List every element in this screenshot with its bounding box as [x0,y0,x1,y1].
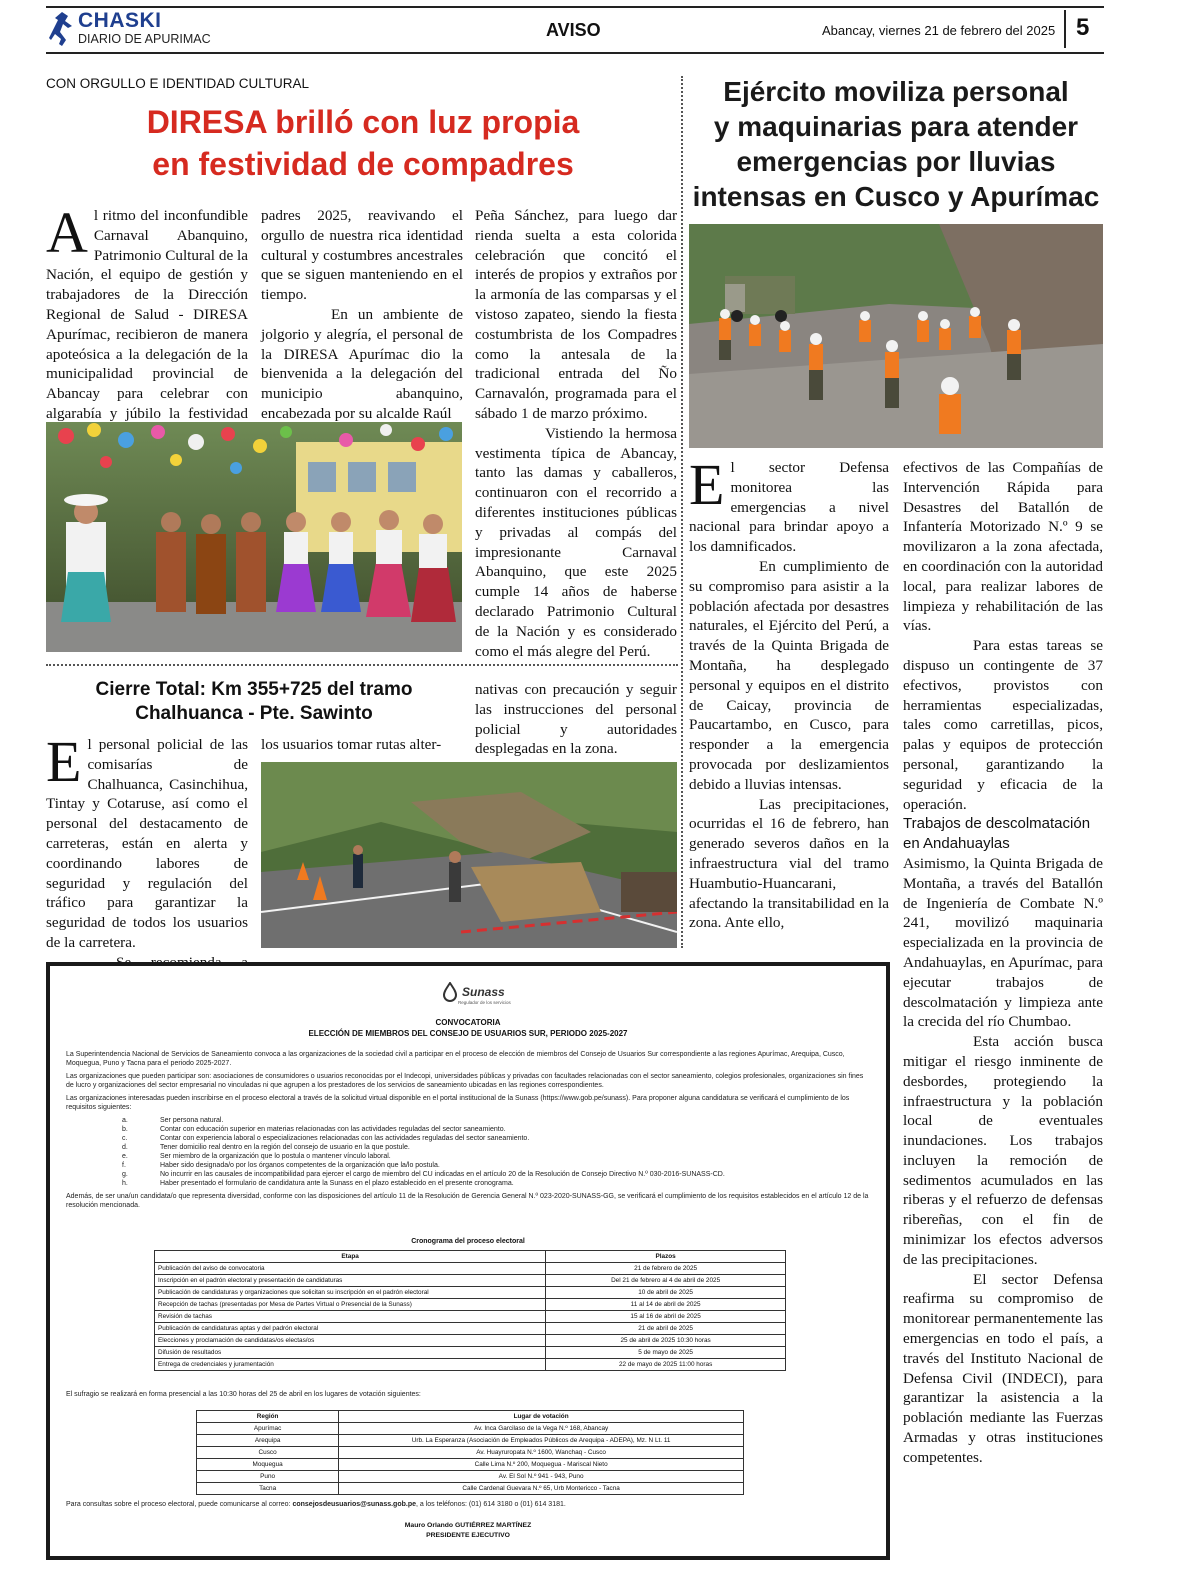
drop-cap: A [46,200,88,265]
places-head-region: Región [197,1411,339,1423]
table-row [155,1287,786,1299]
notice-title: ELECCIÓN DE MIEMBROS DEL CONSEJO DE USUARIOS SUR, PERIODO 2025-2027 [308,1029,628,1038]
article1-title [46,101,680,185]
places-table [196,1410,744,1495]
requirement-text: Haber sido designada/o por los órganos competentes de la organización que la/lo postula. [160,1162,440,1169]
article1-col3-p1: Peña Sánchez, para luego dar rienda suelta a esta colorida celebración que concitó el interés de propios y extraños por la armonía de las comparsas y el vistoso zapateo, siendo la fiesta costumbrista de los Compadres como la antesala de la tradicional entrada del Ño Carnavalón, programada para el sábado 1 de marzo próximo. [475,207,677,422]
requirement-letter: c. [122,1135,128,1142]
article3-title-line4: intensas en Cusco y Apurímac [692,181,1100,212]
schedule-date: 21 de abril de 2025 [546,1323,786,1335]
brand-name: CHASKI [78,9,162,32]
place-region: Arequipa [197,1435,339,1447]
army-photo [689,224,1103,448]
place-address: Calle Lima N.º 200, Moquegua - Mariscal Nieto [339,1459,744,1471]
requirement-item [66,1152,872,1161]
requirement-letter: d. [122,1144,128,1151]
schedule-date: 5 de mayo de 2025 [546,1347,786,1359]
article1-title-line2: en festividad de compadres [152,146,574,182]
requirement-letter: a. [122,1117,128,1124]
requirement-text: Contar con educación superior en materias relacionadas con las actividades reguladas del sector saneamiento. [160,1126,506,1133]
article3-title [689,74,1103,214]
requirement-text: Ser persona natural. [160,1117,224,1124]
place-address: Urb. La Esperanza (Asociación de Empleados Públicos de Arequipa - ADEPA), Mz. N Lt. 11 [339,1435,744,1447]
schedule-date: 21 de febrero de 2025 [546,1263,786,1275]
section-separator [46,664,678,666]
requirement-item [66,1134,872,1143]
article3-colA-p3: Las precipitaciones, ocurridas el 16 de febrero, han generado severos daños en la infraestructura vial del tramo Huambutio-Huancarani, afectando la transitabilidad en la zona. Ante ello, [689,795,889,932]
article1-col3-p2: Vistiendo la hermosa vestimenta típica de Abancay, tanto las damas y caballeros, continuaron con el recorrido a diferentes instituciones públicas y privadas al compás del impresionante Carnaval Abanquino, que este 2025 cumple 14 años de haberse declarado Patrimonio Cultural de la Nación y es considerado como el más alegre del Perú. [475,424,677,660]
notice-p1: La Superintendencia Nacional de Servicios de Saneamiento convoca a las organizaciones de la sociedad civil a participar en el proceso de elección de miembros del Consejo de Usuarios Sur correspondiente a las regiones Apurímac, Arequipa, Cusco, Moquegua, Puno y Tacna para el periodo 2025-2027. [66,1051,845,1067]
notice-body [66,1050,872,1210]
table-row [155,1311,786,1323]
sunass-logo-tagline: Regulador de los servicios [458,1000,511,1005]
table-row [197,1447,744,1459]
article3-title-line1: Ejército moviliza personal [723,76,1069,107]
sunass-notice [46,962,890,1560]
article2-col2 [261,735,463,755]
article3-colB-p2: Para estas tareas se dispuso un contingente de 37 efectivos, provistos con herramientas especializadas, tales como carretillas, picos, palas y equipos de protección personal, garantizando la seguridad y eficacia de la operación. [903,637,1103,813]
schedule-table [154,1250,786,1371]
section-label: AVISO [546,20,601,40]
article3-colB-p5: El sector Defensa reafirma su compromiso de monitorear permanentemente las emergencias en todo el país, a través del Instituto Nacional de Defensa Civil (INDECI), para garantizar la asistencia a la población mediante las Fuerzas Armadas y otras instituciones competentes. [903,1270,1103,1466]
requirement-item [66,1179,872,1188]
schedule-stage: Difusión de resultados [155,1347,546,1359]
masthead [46,6,1104,54]
article1-title-line1: DIRESA brilló con luz propia [146,104,580,140]
brand-subtitle: DIARIO DE APURIMAC [78,32,211,46]
article3-colA-p2: En cumplimiento de su compromiso para asistir a la población afectada por desastres naturales, el Ejército del Perú, a través de la Quinta Brigada de Montaña, ha desplegado personal y equipos en el distrito de Caicay, provincia de Paucartambo, en Cusco, para responder a la emergencia provocada por deslizamientos debido a lluvias intensas. [689,557,889,793]
article3-title-line2: y maquinarias para atender [713,111,1079,142]
article3-colB-p4: Esta acción busca mitigar el riesgo inminente de desbordes, protegiendo la infraestructura y la población local de eventuales inundaciones. Los trabajos incluyen la remoción de sedimentos acumulados en las riberas y el refuerzo de defensas ribereñas, con el fin de minimizar los efectos adversos de las precipitaciones. [903,1033,1103,1268]
vote-note: El sufragio se realizará en forma presencial a las 10:30 horas del 25 de abril en los lugares de votación siguientes: [66,1391,421,1398]
places-head-place: Lugar de votación [339,1411,744,1423]
contact-email[interactable]: consejosdeusuarios@sunass.gob.pe [292,1501,416,1508]
requirement-text: Tener domicilio real dentro en la región del consejo de usuario en la que postule. [160,1144,410,1151]
table-row [155,1347,786,1359]
requirement-item [66,1170,872,1179]
article2-col1 [46,729,248,992]
schedule-stage: Publicación de candidaturas y organizaciones que solicitan su inscripción en el padrón electoral [155,1287,546,1299]
schedule-date: 22 de mayo de 2025 11:00 horas [546,1359,786,1371]
requirement-item [66,1143,872,1152]
article2-title [46,678,462,726]
chaski-runner-icon [48,10,78,48]
notice-p3: Las organizaciones interesadas pueden inscribirse en el proceso electoral a través de la solicitud virtual disponible en el portal institucional de la Sunass (https://www.gob.pe/sunass). Para proponer alguna candidatura se verificará el cumplimiento de los requisitos siguientes: [66,1095,850,1111]
table-row [155,1299,786,1311]
schedule-date: Del 21 de febrero al 4 de abril de 2025 [546,1275,786,1287]
requirement-letter: e. [122,1153,128,1160]
requirement-item [66,1116,872,1125]
carnival-photo [46,422,462,652]
table-row [155,1275,786,1287]
schedule-stage: Publicación del aviso de convocatoria [155,1263,546,1275]
article2-col3-text: nativas con precaución y seguir las instrucciones del personal policial y autoridades desplegadas en la zona. [475,681,677,758]
place-region: Apurímac [197,1423,339,1435]
table-row [155,1263,786,1275]
article3-colA-text: l sector Defensa monitorea las emergencias a nivel nacional para brindar apoyo a los damnificados. [689,459,889,556]
place-region: Cusco [197,1447,339,1459]
table-row [197,1459,744,1471]
kicker: CON ORGULLO E IDENTIDAD CULTURAL [46,76,310,91]
place-region: Puno [197,1471,339,1483]
schedule-stage: Elecciones y proclamación de candidatas/os electas/os [155,1335,546,1347]
notice-p2: Las organizaciones que pueden participar son: asociaciones de consumidores o usuarios reconocidas por el Indecopi, universidades públicas y privadas con facultades relacionadas con el sector saneamiento, colegios profesionales, organizaciones sin fines de lucro y organizaciones del sector empresarial no vinculadas ni que agrupen a los prestadores de los servicios de saneamiento ubicadas en las regiones correspondientes. [66,1073,864,1089]
schedule-stage: Recepción de tachas (presentadas por Mesa de Partes Virtual o Presencial de la Sunass) [155,1299,546,1311]
schedule-date: 25 de abril de 2025 10:30 horas [546,1335,786,1347]
table-row [197,1471,744,1483]
article1-col2-p2: En un ambiente de jolgorio y alegría, el personal de la DIRESA Apurímac dio la bienvenida a la delegación del municipio abanquino, encabezada por su alcalde Raúl [261,305,463,422]
requirement-text: Ser miembro de la organización que lo postula o mantener vínculo laboral. [160,1153,391,1160]
requirements-list [66,1116,872,1188]
schedule-head-stage: Etapa [155,1251,546,1263]
place-region: Moquegua [197,1459,339,1471]
article3-colA [689,452,889,933]
article1-col3 [475,206,677,661]
article3-colB-p1: efectivos de las Compañías de Intervención Rápida para Desastres del Batallón de Infantería Motorizado N.º 9 se movilizaron a la zona afectada, en coordinación con la autoridad local, para realizar labores de limpieza y rehabilitación de las vías. [903,459,1103,635]
table-row [197,1423,744,1435]
requirement-text: Haber presentado el formulario de candidatura ante la Sunass en el plazo establecido en el presente cronograma. [160,1180,514,1187]
signer-role: PRESIDENTE EJECUTIVO [426,1532,510,1539]
article2-title-line2: Chalhuanca - Pte. Sawinto [135,703,373,724]
schedule-title: Cronograma del proceso electoral [411,1238,525,1245]
requirement-letter: f. [122,1162,126,1169]
requirement-letter: b. [122,1126,128,1133]
signer-name: Mauro Orlando GUTIÉRREZ MARTÍNEZ [404,1522,532,1529]
article3-title-line3: emergencias por lluvias [736,146,1056,177]
table-row [155,1359,786,1371]
article1-col1 [46,200,248,444]
sunass-logo [442,982,511,1005]
place-address: Calle Cardenal Guevara N.º 65, Urb Montericco - Tacna [339,1483,744,1495]
schedule-stage: Entrega de credenciales y juramentación [155,1359,546,1371]
drop-cap: E [689,452,725,517]
schedule-head-dates: Plazos [546,1251,786,1263]
article2-title-line1: Cierre Total: Km 355+725 del tramo [95,679,413,700]
article3-colB-p3: Asimismo, la Quinta Brigada de Montaña, a través del Batallón de Ingeniería de Combate N.º 241, movilizó maquinaria especializada en la provincia de Andahuaylas, en Apurímac, para ejecutar trabajos de descolmatación y limpieza ante la crecida del río Chumbao. [903,854,1103,1031]
drop-logo-icon [442,982,458,1002]
schedule-stage: Revisión de tachas [155,1311,546,1323]
requirement-item [66,1161,872,1170]
contact-pre: Para consultas sobre el proceso electoral, puede comunicarse al correo: [66,1501,291,1508]
schedule-date: 15 al 16 de abril de 2025 [546,1311,786,1323]
table-row [155,1335,786,1347]
article2-col2-text: los usuarios tomar rutas alter- [261,736,442,753]
column-separator [681,76,683,948]
schedule-table-wrap [154,1250,786,1371]
requirement-item [66,1125,872,1134]
table-row [197,1435,744,1447]
contact-post: , a los teléfonos: (01) 614 3180 o (01) 614 3181. [416,1501,566,1508]
sunass-logo-text: Sunass [462,985,505,999]
requirement-letter: g. [122,1171,128,1178]
contact-line [66,1500,872,1509]
schedule-date: 10 de abril de 2025 [546,1287,786,1299]
article3-colB [903,458,1103,1468]
place-address: Av. El Sol N.º 941 - 943, Puno [339,1471,744,1483]
notice-kind: CONVOCATORIA [435,1018,501,1027]
place-address: Av. Inca Garcilaso de la Vega N.º 168, Abancay [339,1423,744,1435]
article1-col1-text: l ritmo del inconfundible Carnaval Abanquino, Patrimonio Cultural de la Nación, el equipo de gestión y trabajadores de la Dirección Regional de Salud - DIRESA Apurímac, recibieron de manera apoteósica a la delegación de la municipalidad provincial de Abancay para celebrar con algarabía y júbilo la festividad [46,207,248,422]
table-row [155,1323,786,1335]
article1-col2 [261,206,463,424]
header-divider [1064,10,1066,48]
article3-subhead: Trabajos de descolmatación en Andahuaylas [903,815,1091,853]
article2-col3 [475,680,677,759]
requirement-text: Contar con experiencia laboral o especializaciones relacionadas con las actividades reguladas del sector saneamiento. [160,1135,530,1142]
highway-photo [261,762,677,948]
article2-col1-text: l personal policial de las comisarías de Chalhuanca, Casinchihua, Tintay y Cotaruse, así como el personal del destacamento de carreteras, están en alerta y coordinando labores de seguridad y regulación del tráfico para garantizar la seguridad de todos los usuarios de la carretera. [46,736,248,951]
requirement-text: No incurrir en las causales de incompatibilidad para ejercer el cargo de miembro del CU indicadas en el artículo 20 de la Resolución de Consejo Directivo N.º 030-2016-SUNASS-CD. [160,1171,725,1178]
schedule-stage: Publicación de candidaturas aptas y del padrón electoral [155,1323,546,1335]
issue-date: Abancay, viernes 21 de febrero del 2025 [822,23,1056,38]
drop-cap: E [46,729,82,794]
page-number: 5 [1076,14,1090,41]
table-row [197,1483,744,1495]
place-region: Tacna [197,1483,339,1495]
schedule-stage: Inscripción en el padrón electoral y presentación de candidaturas [155,1275,546,1287]
article1-col2-p1: padres 2025, reavivando el orgullo de nuestra rica identidad cultural y costumbres ancestrales que se siguen manteniendo en el tiempo. [261,207,463,304]
requirement-letter: h. [122,1180,128,1187]
place-address: Av. Huayruropata N.º 1600, Wanchaq - Cusco [339,1447,744,1459]
notice-p4: Además, de ser una/un candidata/o que representa diversidad, conforme con las disposiciones del artículo 11 de la Resolución de Gerencia General N.º 023-2020-SUNASS-GG, se verificará el cumplimiento de los requisitos establecidos en el artículo 12 de la resolución mencionada. [66,1193,869,1209]
places-table-wrap [196,1410,744,1495]
schedule-date: 11 al 14 de abril de 2025 [546,1299,786,1311]
